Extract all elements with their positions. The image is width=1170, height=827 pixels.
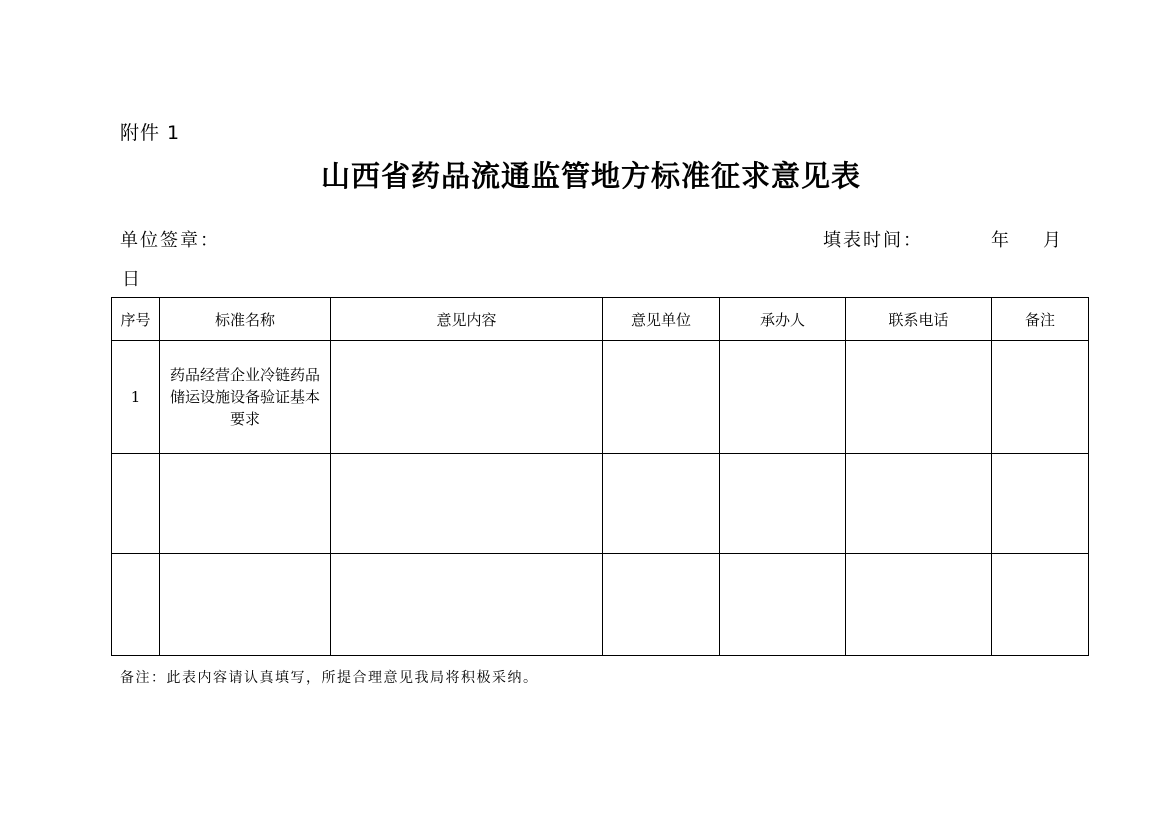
column-header-remarks: 备注	[992, 298, 1089, 341]
table-header-row	[112, 298, 1089, 341]
column-header-handler: 承办人	[720, 298, 846, 341]
unit-seal-label: 单位签章：	[120, 230, 220, 251]
standard-name-text: 药品经营企业冷链药品储运设施设备验证基本要求	[169, 366, 320, 428]
attachment-label: 附件 1	[120, 122, 181, 144]
cell-remarks[interactable]	[992, 454, 1089, 554]
cell-remarks[interactable]	[992, 341, 1089, 454]
cell-phone[interactable]	[846, 554, 992, 656]
cell-opinion-content[interactable]	[331, 454, 603, 554]
cell-standard-name[interactable]	[160, 454, 331, 554]
cell-opinion-unit[interactable]	[603, 554, 720, 656]
table-row	[112, 341, 1089, 454]
page-title: 山西省药品流通监管地方标准征求意见表	[320, 159, 861, 193]
cell-opinion-content[interactable]	[331, 554, 603, 656]
cell-seq: 1	[112, 341, 160, 454]
cell-opinion-content[interactable]	[331, 341, 603, 454]
cell-phone[interactable]	[846, 341, 992, 454]
column-header-opinion-unit: 意见单位	[603, 298, 720, 341]
cell-handler[interactable]	[720, 341, 846, 454]
feedback-table	[111, 297, 1089, 656]
cell-seq[interactable]	[112, 454, 160, 554]
table-row	[112, 554, 1089, 656]
cell-handler[interactable]	[720, 454, 846, 554]
day-label: 日	[122, 269, 140, 290]
cell-standard-name[interactable]	[160, 554, 331, 656]
cell-standard-name	[160, 341, 331, 454]
fill-time-label: 填表时间：	[823, 230, 923, 251]
month-label: 月	[1043, 230, 1061, 251]
column-header-seq: 序号	[112, 298, 160, 341]
cell-phone[interactable]	[846, 454, 992, 554]
cell-handler[interactable]	[720, 554, 846, 656]
column-header-opinion-content: 意见内容	[331, 298, 603, 341]
column-header-standard-name: 标准名称	[160, 298, 331, 341]
column-header-phone: 联系电话	[846, 298, 992, 341]
year-label: 年	[991, 230, 1009, 251]
cell-opinion-unit[interactable]	[603, 341, 720, 454]
cell-opinion-unit[interactable]	[603, 454, 720, 554]
footer-note: 备注：此表内容请认真填写，所提合理意见我局将积极采纳。	[120, 670, 539, 686]
cell-remarks[interactable]	[992, 554, 1089, 656]
table-row	[112, 454, 1089, 554]
cell-seq[interactable]	[112, 554, 160, 656]
